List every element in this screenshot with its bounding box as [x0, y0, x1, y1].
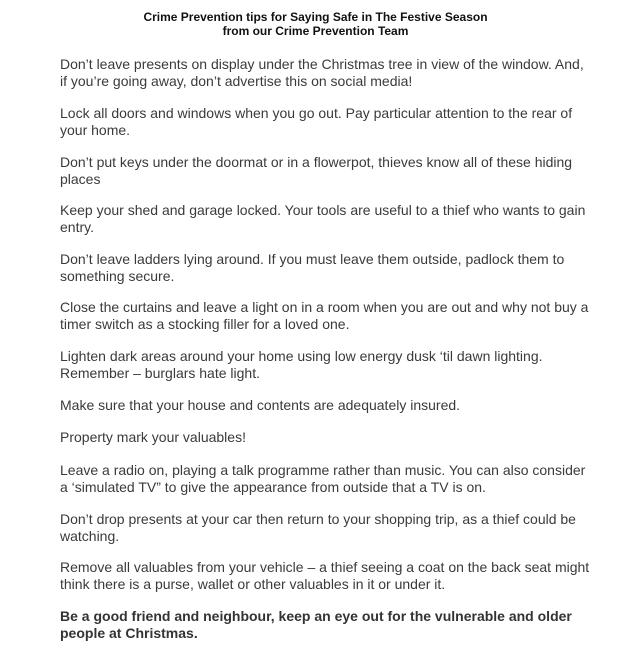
tip-item: Don’t drop presents at your car then return to your shopping trip, as a thief could be watching. — [60, 511, 576, 544]
tip-item: Lighten dark areas around your home using low energy dusk ‘til dawn lighting. Remember – burglars hate light. — [60, 348, 543, 381]
tip-item: Make sure that your house and contents are adequately insured. — [60, 397, 461, 413]
tip-item: Leave a radio on, playing a talk programme rather than music. You can also consider a ‘simulated TV” to give the appearance from outside that a TV is on. — [60, 462, 586, 495]
closing-message: Be a good friend and neighbour, keep an eye out for the vulnerable and older people at Christmas. — [60, 608, 572, 641]
tip-item: Don’t put keys under the doormat or in a flowerpot, thieves know all of these hiding places — [60, 154, 573, 187]
title-line-2: from our Crime Prevention Team — [222, 24, 409, 38]
tip-item: Keep your shed and garage locked. Your tools are useful to a thief who wants to gain entry. — [60, 202, 586, 235]
title-line-1: Crime Prevention tips for Saying Safe in The Festive Season — [143, 10, 488, 24]
tip-item: Don’t leave presents on display under the Christmas tree in view of the window. And, if you’re going away, don’t advertise this on social media! — [60, 56, 584, 89]
document-title — [0, 10, 631, 38]
tip-item: Property mark your valuables! — [60, 429, 246, 445]
tip-item: Close the curtains and leave a light on in a room when you are out and why not buy a timer switch as a stocking filler for a loved one. — [60, 299, 589, 332]
tip-item: Lock all doors and windows when you go out. Pay particular attention to the rear of your home. — [60, 105, 573, 138]
tip-item: Remove all valuables from your vehicle – a thief seeing a coat on the back seat might think there is a purse, wallet or other valuables in it or under it. — [60, 559, 590, 592]
tip-item: Don’t leave ladders lying around. If you must leave them outside, padlock them to something secure. — [60, 251, 565, 284]
